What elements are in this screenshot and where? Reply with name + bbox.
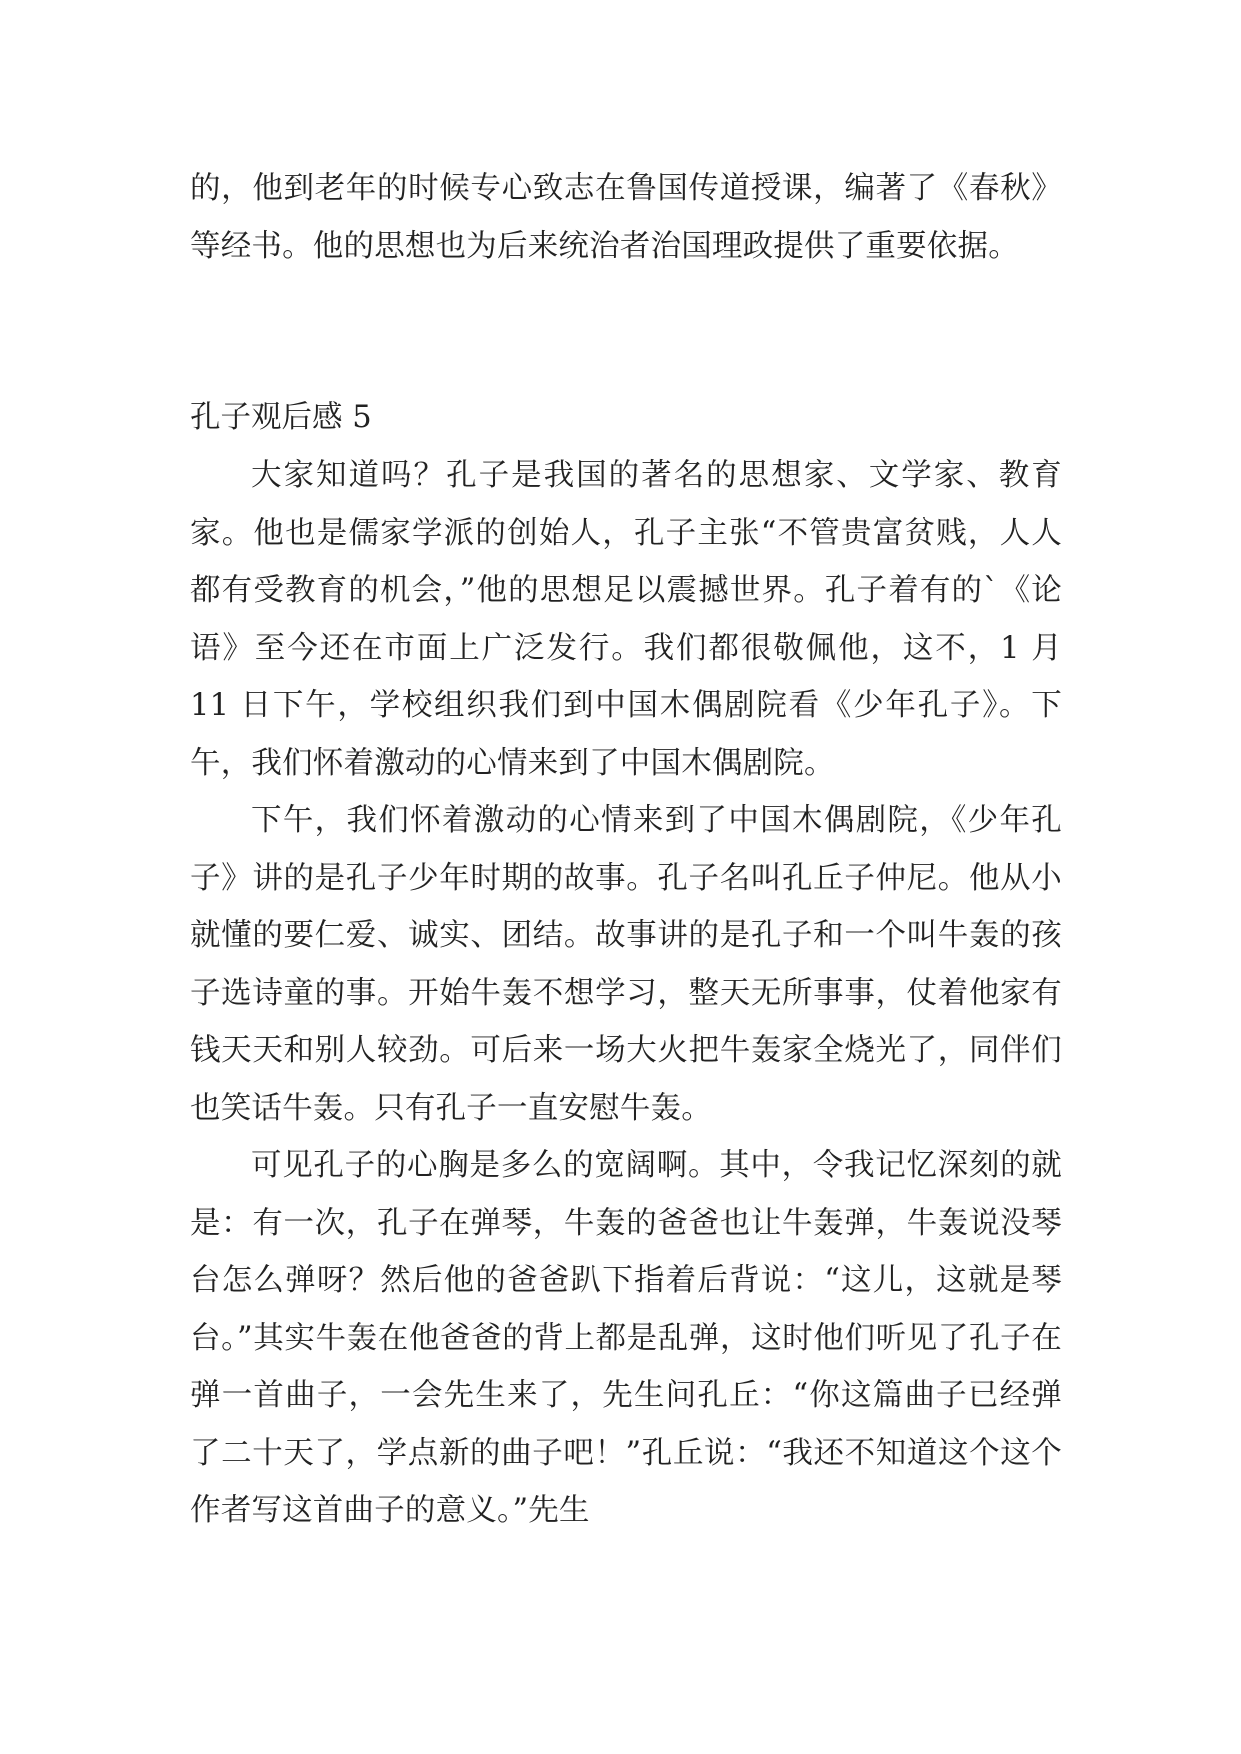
paragraph-1: 大家知道吗？孔子是我国的著名的思想家、文学家、教育家。他也是儒家学派的创始人，孔子主张“不管贵富贫贱，人人都有受教育的机会，”他的思想足以震撼世界。孔子着有的`《论语》至今还在市面上广泛发行。我们都很敬佩他，这不，1 月 11 日下午，学校组织我们到中国木偶剧院看《少年孔子》。下午，我们怀着激动的心情来到了中国木偶剧院。 — [190, 458, 1062, 781]
section-title: 孔子观后感 5 — [190, 400, 372, 435]
paragraph-2: 下午，我们怀着激动的心情来到了中国木偶剧院，《少年孔子》讲的是孔子少年时期的故事。孔子名叫孔丘子仲尼。他从小就懂的要仁爱、诚实、团结。故事讲的是孔子和一个叫牛轰的孩子选诗童的事。开始牛轰不想学习，整天无所事事，仗着他家有钱天天和别人较劲。可后来一场大火把牛轰家全烧光了，同伴们也笑话牛轰。只有孔子一直安慰牛轰。 — [190, 803, 1062, 1126]
section-body — [190, 447, 1062, 1540]
continuation-paragraph: 的，他到老年的时候专心致志在鲁国传道授课，编著了《春秋》等经书。他的思想也为后来统治者治国理政提供了重要依据。 — [190, 171, 1062, 264]
continuation-text-block — [190, 160, 1062, 275]
paragraph-3: 可见孔子的心胸是多么的宽阔啊。其中，令我记忆深刻的就是：有一次，孔子在弹琴，牛轰的爸爸也让牛轰弹，牛轰说没琴台怎么弹呀？然后他的爸爸趴下指着后背说：“这儿，这就是琴台。”其实牛轰在他爸爸的背上都是乱弹，这时他们听见了孔子在弹一首曲子，一会先生来了，先生问孔丘：“你这篇曲子已经弹了二十天了，学点新的曲子吧！”孔丘说：“我还不知道这个这个作者写这首曲子的意义。”先生 — [190, 1148, 1062, 1528]
